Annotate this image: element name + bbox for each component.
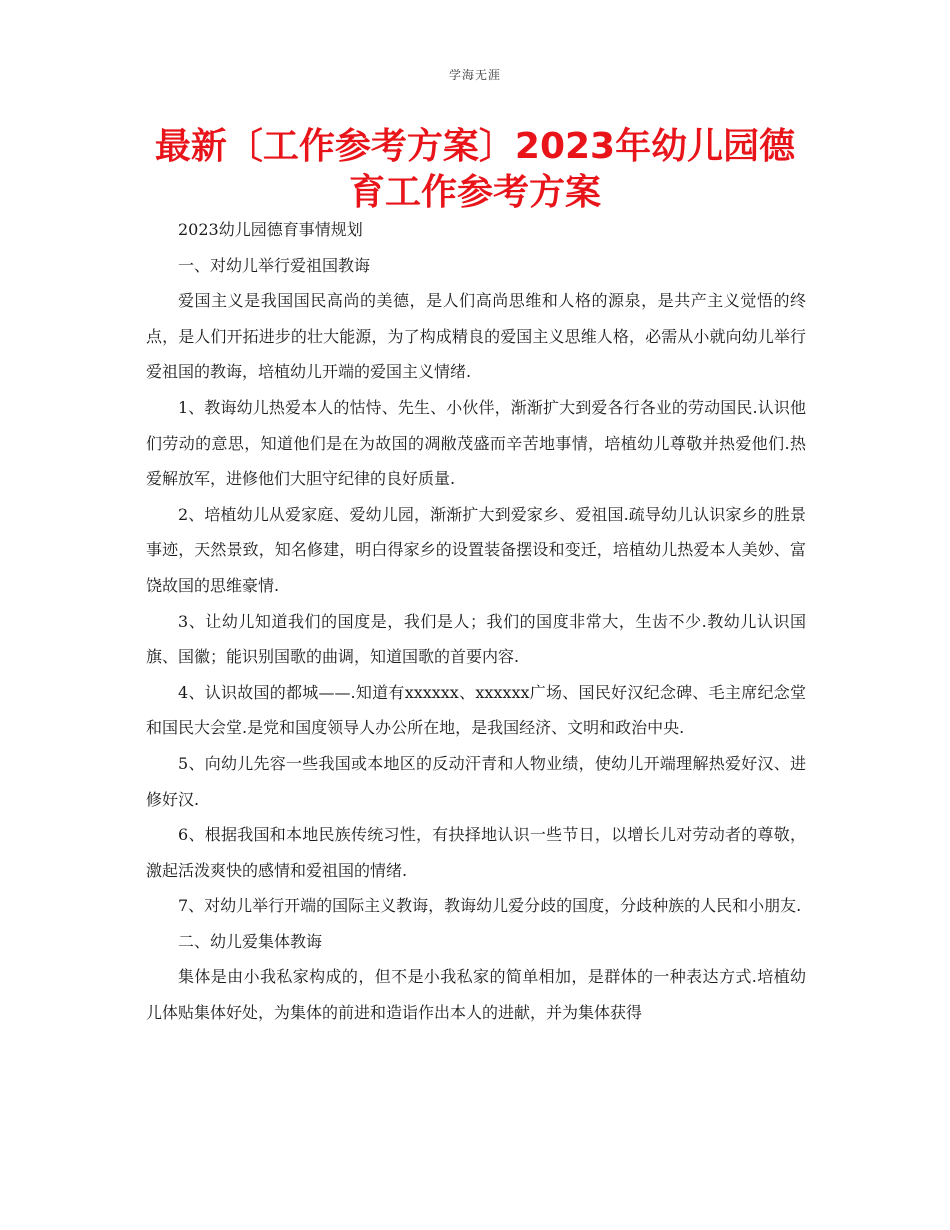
- paragraph: 爱国主义是我国国民高尚的美德，是人们高尚思维和人格的源泉，是共产主义觉悟的终点，是人们开拓进步的壮大能源，为了构成精良的爱国主义思维人格，必需从小就向幼儿举行爱祖国的教诲，培植幼儿开端的爱国主义情绪.: [146, 291, 806, 382]
- page-header: 学海无涯: [448, 68, 501, 82]
- paragraph-section-2-heading: 二、幼儿爱集体教诲: [178, 931, 323, 951]
- document-body: [146, 212, 806, 1031]
- paragraph: 7、对幼儿举行开端的国际主义教诲，教诲幼儿爱分歧的国度，分歧种族的人民和小朋友.: [178, 896, 802, 916]
- paragraph-section-1-heading: 一、对幼儿举行爱祖国教诲: [178, 255, 371, 275]
- document-title: 最新〔工作参考方案〕2023年幼儿园德育工作参考方案: [154, 126, 796, 213]
- paragraph: 3、让幼儿知道我们的国度是，我们是人；我们的国度非常大，生齿不少.教幼儿认识国旗、国徽；能识别国歌的曲调，知道国歌的首要内容.: [146, 611, 806, 667]
- paragraph: 4、认识故国的都城——.知道有xxxxxx、xxxxxx广场、国民好汉纪念碑、毛主席纪念堂和国民大会堂.是党和国度领导人办公所在地，是我国经济、文明和政治中央.: [146, 682, 806, 738]
- paragraph: 5、向幼儿先容一些我国或本地区的反动汗青和人物业绩，使幼儿开端理解热爱好汉、进修好汉.: [146, 753, 806, 809]
- paragraph: 1、教诲幼儿热爱本人的怙恃、先生、小伙伴，渐渐扩大到爱各行各业的劳动国民.认识他们劳动的意思，知道他们是在为故国的凋敝茂盛而辛苦地事情，培植幼儿尊敬并热爱他们.热爱解放军，进修他们大胆守纪律的良好质量.: [146, 397, 806, 489]
- paragraph: 6、根据我国和本地民族传统习性，有抉择地认识一些节日，以增长儿对劳动者的尊敬，激起活泼爽快的感情和爱祖国的情绪.: [146, 825, 806, 880]
- paragraph: 集体是由小我私家构成的，但不是小我私家的简单相加，是群体的一种表达方式.培植幼儿体贴集体好处，为集体的前进和造诣作出本人的进献，并为集体获得: [146, 967, 806, 1023]
- paragraph-plan-title: 2023幼儿园德育事情规划: [178, 220, 363, 239]
- paragraph: 2、培植幼儿从爱家庭、爱幼儿园，渐渐扩大到爱家乡、爱祖国.疏导幼儿认识家乡的胜景事迹，天然景致，知名修建，明白得家乡的设置装备摆设和变迁，培植幼儿热爱本人美妙、富饶故国的思维豪情.: [146, 504, 806, 595]
